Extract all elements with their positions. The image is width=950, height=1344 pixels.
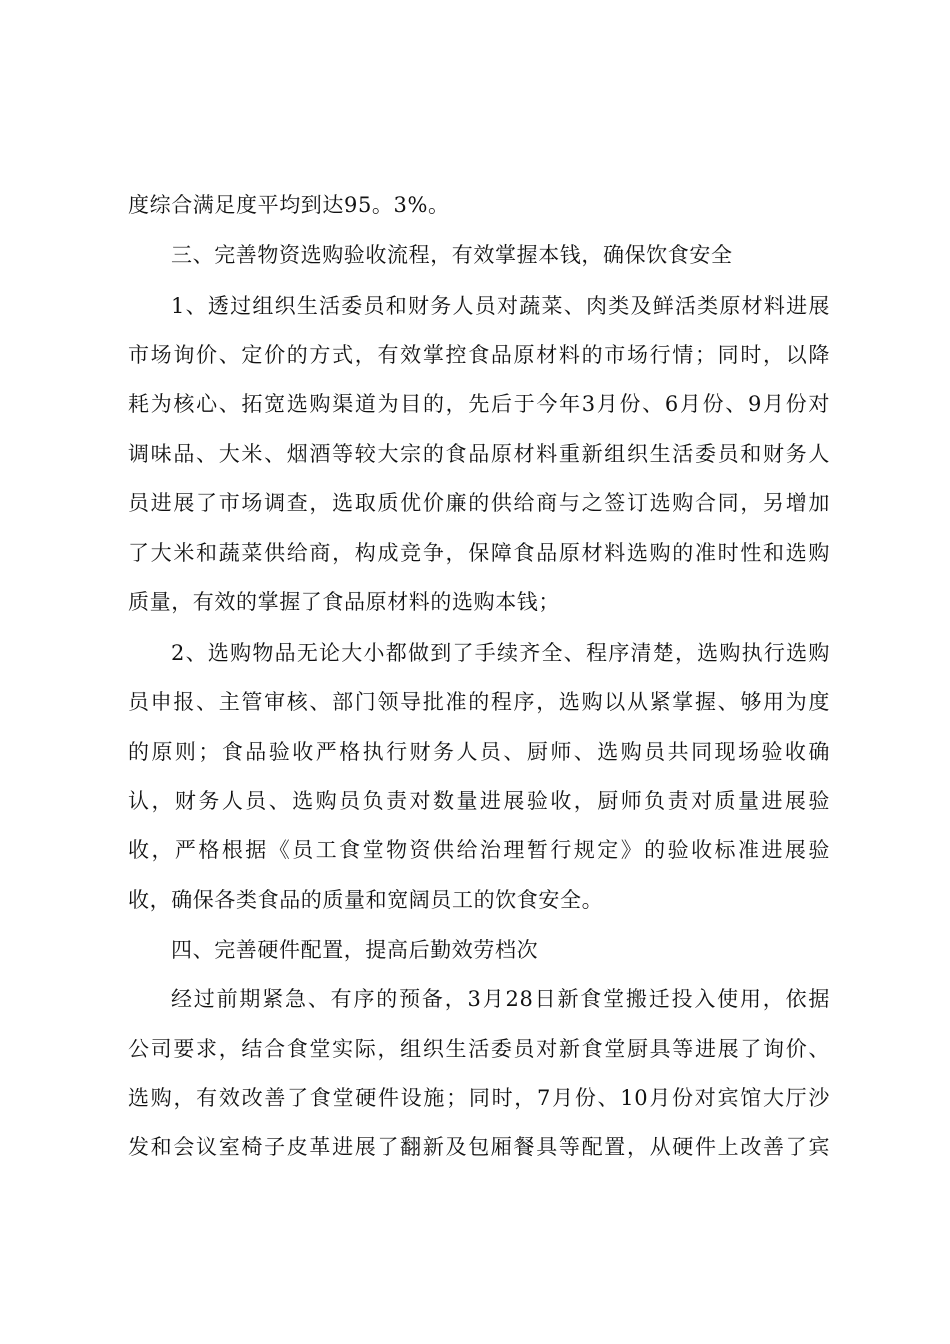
paragraph-line: 质量，有效的掌握了食品原材料的选购本钱； (128, 590, 560, 614)
paragraph-line: 的原则；食品验收严格执行财务人员、厨师、选购员共同现场验收确 (128, 740, 830, 764)
paragraph-line: 市场询价、定价的方式，有效掌控食品原材料的市场行情；同时，以降 (128, 343, 830, 367)
paragraph-line: 1、透过组织生活委员和财务人员对蔬菜、肉类及鲜活类原材料进展 (171, 294, 830, 318)
section-heading: 四、完善硬件配置，提高后勤效劳档次 (171, 938, 539, 962)
paragraph-line: 公司要求，结合食堂实际，组织生活委员对新食堂厨具等进展了询价、 (128, 1037, 830, 1061)
paragraph-line: 调味品、大米、烟酒等较大宗的食品原材料重新组织生活委员和财务人 (128, 442, 830, 466)
paragraph-line: 度综合满足度平均到达95。3%。 (128, 193, 450, 217)
paragraph-line: 员进展了市场调查，选取质优价廉的供给商与之签订选购合同，另增加 (128, 491, 830, 515)
paragraph-line: 选购，有效改善了食堂硬件设施；同时，7月份、10月份对宾馆大厅沙 (128, 1086, 830, 1110)
paragraph-line: 2、选购物品无论大小都做到了手续齐全、程序清楚，选购执行选购 (171, 641, 830, 665)
paragraph-line: 员申报、主管审核、部门领导批准的程序，选购以从紧掌握、够用为度 (128, 690, 830, 714)
paragraph-line: 发和会议室椅子皮革进展了翻新及包厢餐具等配置，从硬件上改善了宾 (128, 1135, 830, 1159)
paragraph-line: 经过前期紧急、有序的预备，3月28日新食堂搬迁投入使用，依据 (171, 987, 830, 1011)
paragraph-line: 收，确保各类食品的质量和宽阔员工的饮食安全。 (128, 888, 604, 912)
paragraph-line: 认，财务人员、选购员负责对数量进展验收，厨师负责对质量进展验 (128, 789, 830, 813)
section-heading: 三、完善物资选购验收流程，有效掌握本钱，确保饮食安全 (171, 243, 733, 267)
paragraph-line: 了大米和蔬菜供给商，构成竞争，保障食品原材料选购的准时性和选购 (128, 541, 830, 565)
paragraph-line: 耗为核心、拓宽选购渠道为目的，先后于今年3月份、6月份、9月份对 (128, 392, 830, 416)
paragraph-line: 收，严格根据《员工食堂物资供给治理暂行规定》的验收标准进展验 (128, 838, 830, 862)
